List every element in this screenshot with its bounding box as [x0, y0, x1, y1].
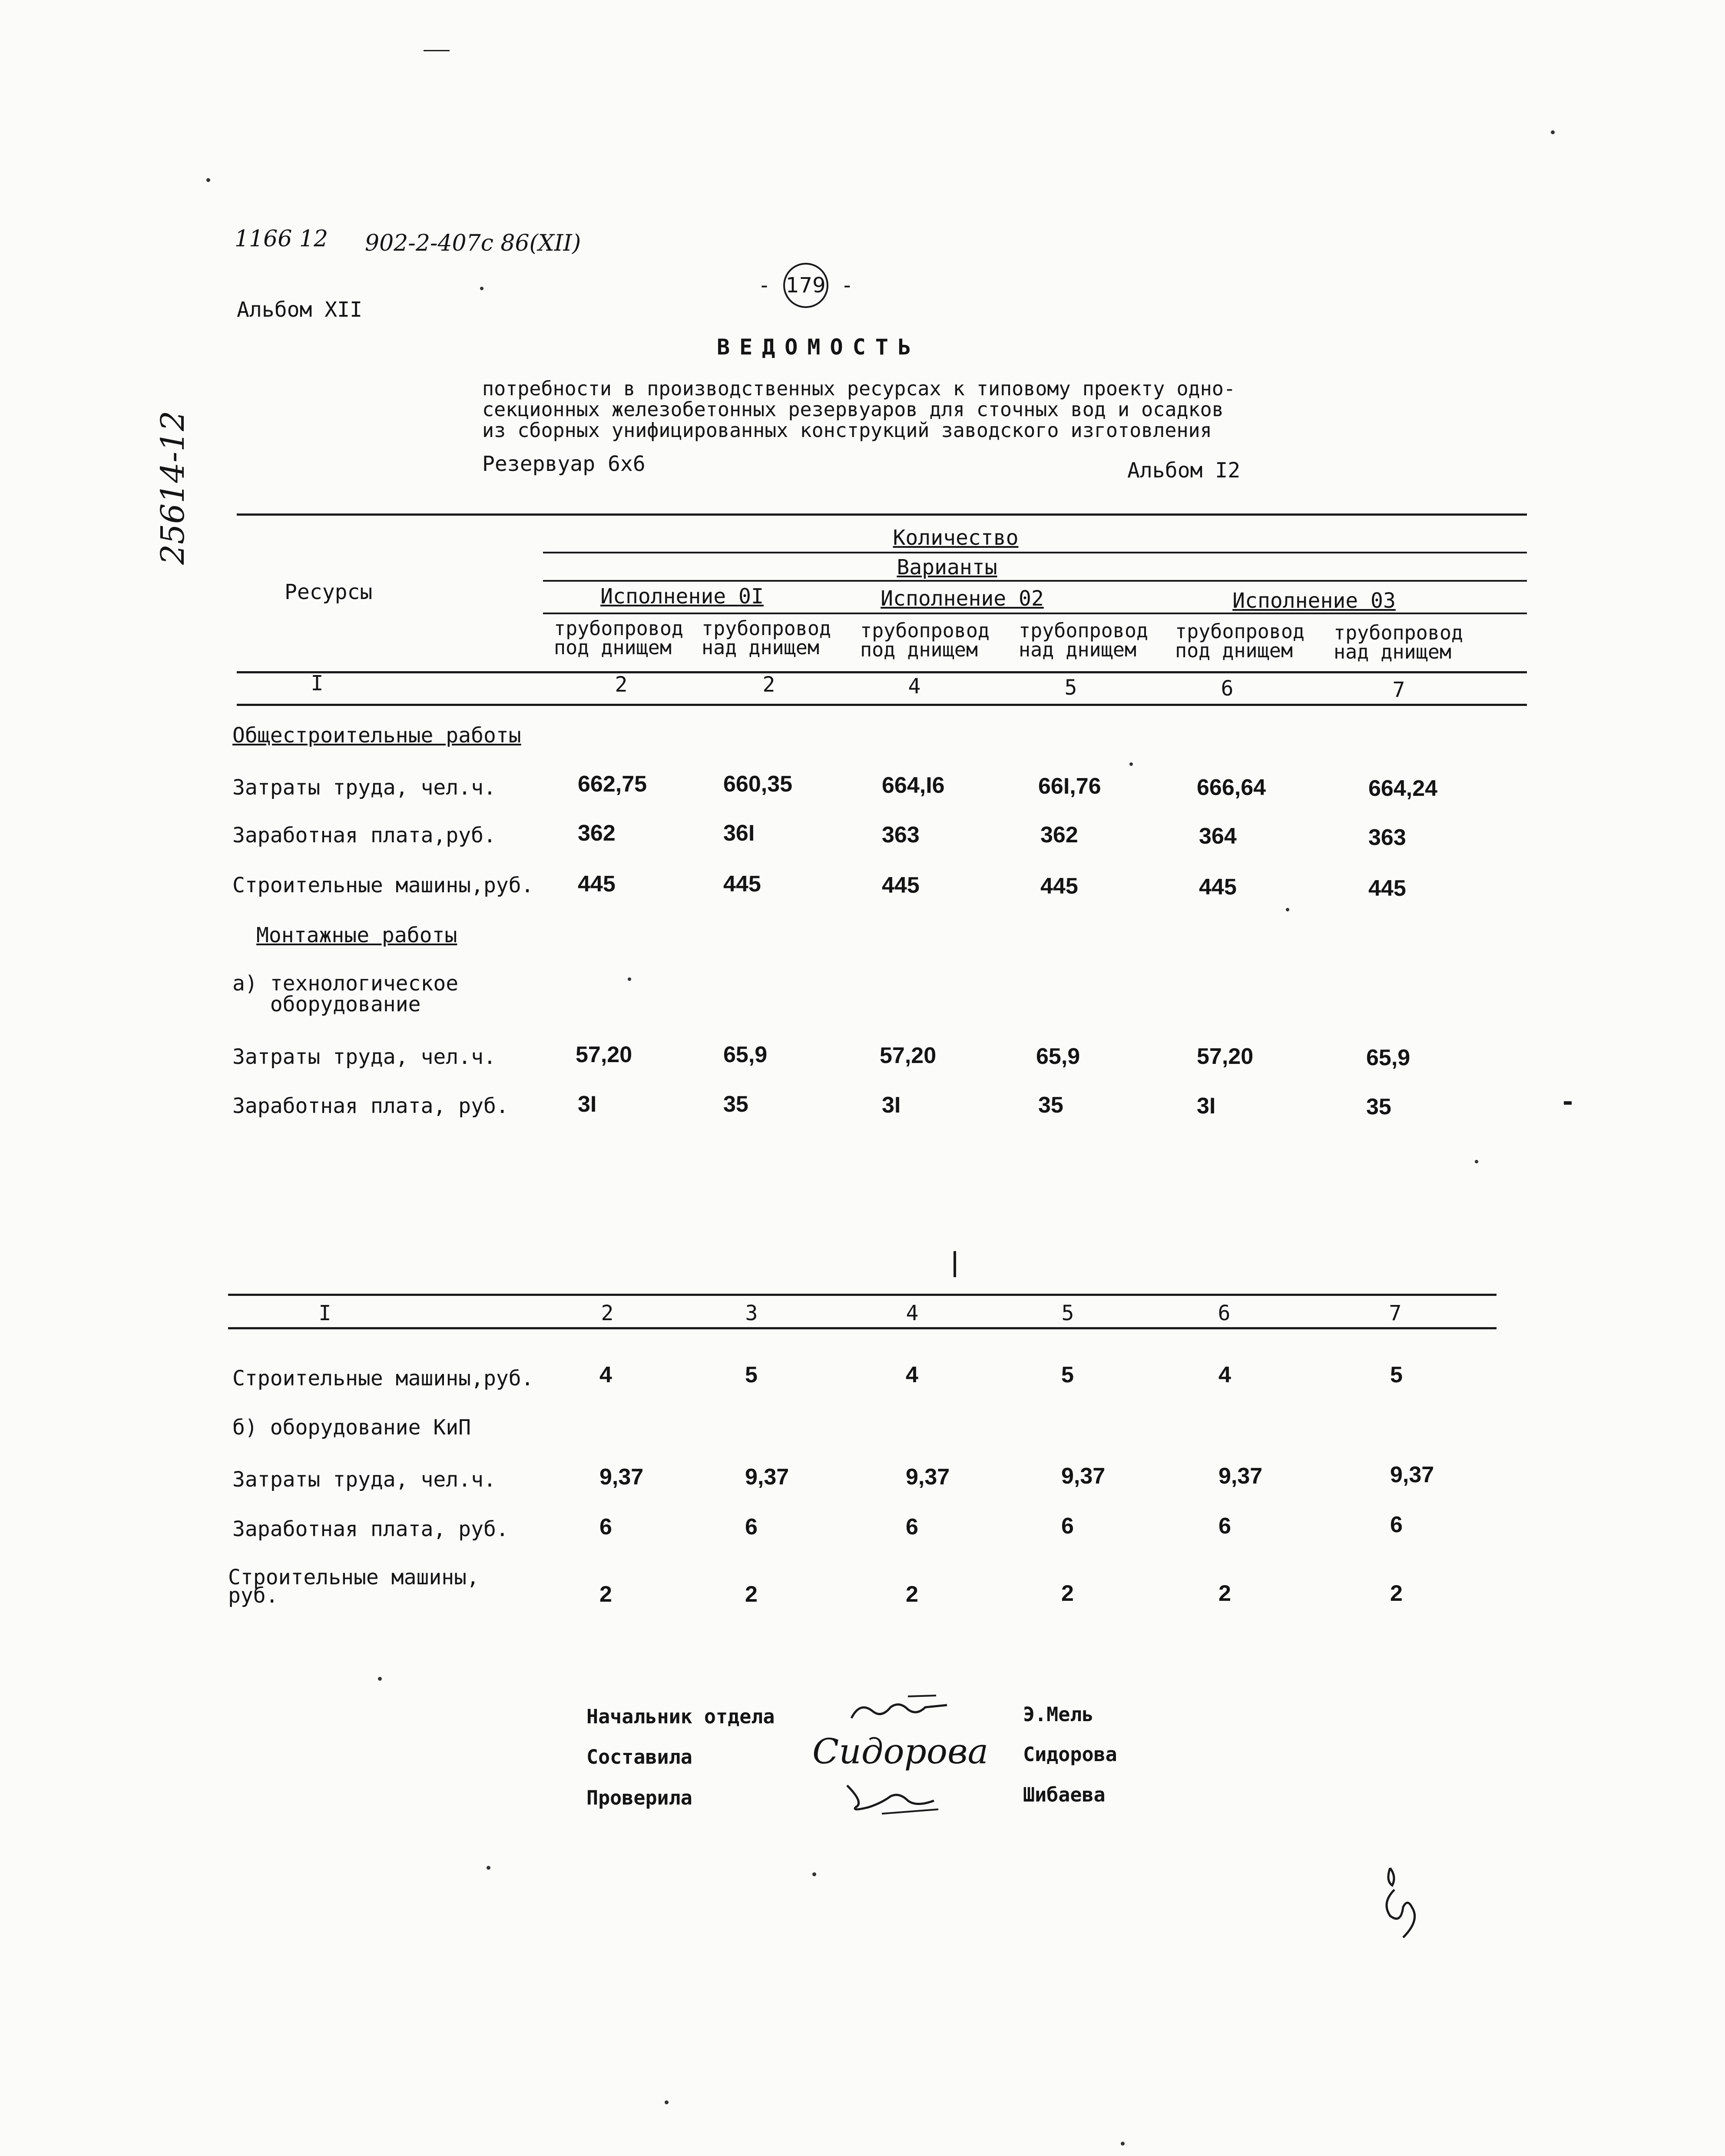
cell: 4 [1218, 1362, 1231, 1388]
document-code-left: 1166 12 [235, 226, 328, 252]
subheader-col7: трубопровод над днищем [1334, 621, 1463, 663]
scan-speck [487, 1866, 490, 1870]
cell: 2 [1061, 1581, 1074, 1606]
handwritten-signature-checked [838, 1777, 951, 1820]
subsection-tech-equipment: а) технологическое оборудование [232, 971, 459, 1017]
cell: 362 [1040, 822, 1078, 848]
page-number: 179 [783, 263, 828, 308]
row-label: Заработная плата, руб. [232, 1517, 509, 1541]
cell: 363 [882, 822, 920, 848]
subheader-col5: трубопровод над днищем [1019, 619, 1149, 661]
table-top-rule [237, 513, 1527, 516]
header-execution-01: Исполнение 0I [600, 584, 764, 609]
handwritten-page-mark [1377, 1864, 1438, 1942]
header-execution-03: Исполнение 03 [1232, 589, 1396, 613]
cell: 662,75 [578, 772, 647, 797]
cell: 2 [745, 1582, 758, 1607]
scan-speck [1129, 762, 1133, 766]
signature-head-name: Э.Мель [1023, 1703, 1094, 1726]
cell: 35 [723, 1092, 748, 1117]
table2-col-number-2: 2 [601, 1301, 614, 1325]
scan-mark [1564, 1101, 1572, 1105]
signature-compiled-name: Сидорова [1023, 1743, 1117, 1766]
cell: 9,37 [599, 1464, 644, 1490]
row-label: Заработная плата,руб. [232, 823, 496, 848]
signature-head-label: Начальник отдела [586, 1705, 775, 1728]
cell: 445 [578, 871, 616, 897]
cell: 9,37 [1390, 1462, 1434, 1487]
cell: 6 [1061, 1514, 1074, 1539]
cell: 65,9 [1366, 1045, 1410, 1070]
cell: 4 [906, 1362, 918, 1388]
scan-speck [1551, 130, 1555, 134]
cell: 2 [1218, 1581, 1231, 1606]
cell: 6 [1218, 1514, 1231, 1539]
cell: 664,24 [1368, 776, 1438, 801]
handwritten-signature-compiled: Сидорова [812, 1731, 989, 1772]
col-number-5: 5 [1064, 676, 1077, 700]
section-general-construction: Общестроительные работы [232, 723, 521, 748]
document-code-right: 902-2-407с 86(XII) [365, 230, 581, 256]
scan-speck [1121, 2142, 1125, 2146]
cell: 666,64 [1197, 775, 1266, 800]
cell: 364 [1199, 824, 1237, 849]
signature-compiled-label: Составила [586, 1745, 692, 1769]
col-number-4: 4 [908, 674, 921, 699]
cell: 445 [1040, 874, 1078, 899]
cell: 6 [599, 1514, 612, 1540]
signature-checked-label: Проверила [586, 1786, 692, 1809]
cell: 57,20 [576, 1042, 632, 1067]
cell: 445 [723, 871, 761, 897]
cell: 5 [1061, 1362, 1074, 1388]
margin-inventory-number: 25614-12 [154, 411, 192, 565]
row-label: Затраты труда, чел.ч. [232, 1467, 496, 1492]
subheader-col4: трубопровод под днищем [860, 619, 990, 661]
col-numbers-rule [237, 704, 1527, 706]
table2-col-number-1: I [318, 1301, 331, 1325]
cell: 2 [906, 1582, 918, 1607]
table2-col-number-7: 7 [1389, 1301, 1402, 1325]
scan-speck [480, 287, 483, 290]
table2-col-number-4: 4 [906, 1301, 919, 1325]
cell: 664,I6 [882, 773, 945, 798]
cell: 445 [1368, 876, 1406, 901]
cell: 57,20 [880, 1043, 937, 1068]
description-line-1: потребности в производственных ресурсах к типовому проекту одно- [482, 377, 1235, 400]
col-number-2: 2 [615, 672, 628, 697]
scan-speck [206, 178, 210, 182]
scan-speck [665, 2100, 669, 2104]
table2-col-number-5: 5 [1061, 1301, 1074, 1325]
cell: 3I [1197, 1093, 1216, 1119]
scan-speck [378, 1677, 382, 1681]
cell: 5 [1390, 1362, 1403, 1388]
description-line-2: секционных железобетонных резервуаров для сточных вод и осадков [482, 398, 1224, 421]
cell: 9,37 [906, 1464, 950, 1490]
cell: 2 [599, 1582, 612, 1607]
scan-speck [1475, 1160, 1478, 1163]
description-line-3: из сборных унифицированных конструкций заводского изготовления [482, 419, 1212, 442]
cell: 6 [745, 1514, 758, 1540]
cell: 6 [906, 1514, 918, 1540]
cell: 9,37 [745, 1464, 789, 1490]
table2-numbers-rule [228, 1327, 1497, 1329]
quantity-rule [543, 552, 1527, 553]
cell: 57,20 [1197, 1044, 1254, 1069]
subsection-kip-equipment: б) оборудование КиП [232, 1415, 471, 1440]
row-label: Строительные машины,руб. [232, 1366, 534, 1391]
cell: 362 [578, 821, 616, 846]
album-label: Альбом XII [237, 298, 362, 322]
scan-mark [954, 1251, 956, 1277]
col-number-3: 2 [762, 672, 775, 697]
col-number-1: I [311, 671, 324, 695]
cell: 2 [1390, 1581, 1403, 1606]
scan-speck [1286, 908, 1289, 911]
cell: 65,9 [723, 1042, 768, 1067]
cell: 66I,76 [1038, 774, 1101, 799]
row-label: Затраты труда, чел.ч. [232, 775, 496, 800]
cell: 65,9 [1036, 1044, 1080, 1069]
document-title: ВЕДОМОСТЬ [717, 334, 920, 360]
header-variants: Варианты [897, 555, 997, 580]
cell: 3I [882, 1093, 901, 1118]
cell: 3I [578, 1092, 597, 1117]
header-resources: Ресурсы [285, 580, 373, 604]
cell: 4 [599, 1362, 612, 1388]
cell: 9,37 [1218, 1464, 1263, 1489]
header-execution-02: Исполнение 02 [881, 586, 1044, 611]
table2-top-rule [228, 1294, 1497, 1296]
row-label: Заработная плата, руб. [232, 1094, 509, 1118]
cell: 6 [1390, 1512, 1403, 1537]
header-quantity: Количество [893, 526, 1019, 550]
cell: 660,35 [723, 772, 793, 797]
cell: 35 [1038, 1093, 1063, 1118]
handwritten-signature-head [843, 1692, 956, 1727]
subheader-col2: трубопровод под днищем [554, 617, 684, 659]
cell: 36I [723, 821, 755, 846]
row-label: Строительные машины,руб. [232, 873, 534, 898]
scan-mark [424, 50, 450, 51]
reservoir-label: Резервуар 6х6 [482, 452, 646, 476]
section-installation: Монтажные работы [256, 923, 457, 947]
subheader-col3: трубопровод над днищем [702, 617, 831, 659]
table2-col-number-3: 3 [745, 1301, 758, 1325]
variants-rule [543, 580, 1527, 582]
col-number-6: 6 [1221, 676, 1234, 701]
header-bottom-rule [237, 671, 1527, 673]
subheader-col6: трубопровод под днищем [1175, 620, 1305, 662]
cell: 445 [882, 873, 920, 898]
cell: 35 [1366, 1094, 1391, 1119]
album-right-label: Альбом I2 [1127, 458, 1241, 483]
row-label: Затраты труда, чел.ч. [232, 1045, 496, 1069]
page-number-block: - 179 - [758, 263, 854, 308]
cell: 445 [1199, 874, 1237, 900]
cell: 9,37 [1061, 1464, 1106, 1489]
row-label: Строительные машины, руб. [228, 1565, 479, 1608]
signature-checked-name: Шибаева [1023, 1783, 1106, 1806]
col-number-7: 7 [1392, 678, 1405, 702]
scan-speck [812, 1872, 816, 1876]
cell: 5 [745, 1362, 758, 1388]
cell: 363 [1368, 825, 1406, 850]
scan-speck [628, 977, 631, 981]
table2-col-number-6: 6 [1218, 1301, 1231, 1325]
